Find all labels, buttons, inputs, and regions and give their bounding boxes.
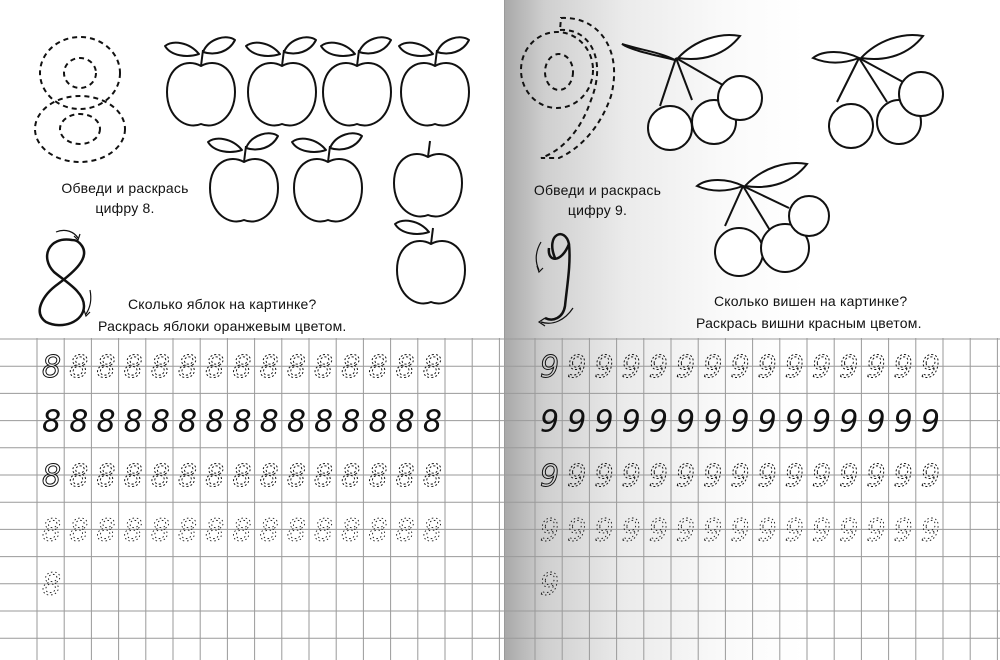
trace-digit: 8	[69, 350, 89, 386]
apple-icon	[165, 37, 235, 125]
trace-digit: 8	[150, 458, 170, 494]
trace-digit: 9	[784, 350, 804, 386]
right-page	[505, 0, 1000, 660]
trace-digit: 8	[69, 513, 89, 549]
trace-digit: 9	[839, 350, 859, 386]
trace-digit: 8	[286, 513, 306, 549]
apple-icon	[292, 133, 362, 221]
trace-digit: 9	[540, 567, 560, 603]
trace-digit: 9	[703, 350, 723, 386]
trace-digit: 8	[422, 404, 442, 440]
trace-digit: 9	[893, 513, 913, 549]
trace-digit: 9	[676, 513, 696, 549]
question-text: Сколько вишен на картинке?	[714, 293, 908, 309]
trace-digit: 9	[784, 513, 804, 549]
trace-digit: 8	[422, 350, 442, 386]
trace-digit: 8	[286, 458, 306, 494]
trace-digit: 8	[69, 404, 89, 440]
trace-digit: 9	[567, 513, 587, 549]
trace-digit: 9	[839, 404, 859, 440]
trace-digit: 9	[648, 513, 668, 549]
trace-digit: 8	[341, 350, 361, 386]
trace-digit: 8	[259, 513, 279, 549]
apple-icon	[399, 37, 469, 125]
trace-digit: 9	[540, 513, 560, 549]
trace-digit: 8	[395, 513, 415, 549]
trace-digit: 9	[567, 350, 587, 386]
trace-digit: 9	[703, 513, 723, 549]
instruction-text	[30, 178, 220, 218]
trace-digit: 8	[422, 458, 442, 494]
trace-digit: 9	[676, 404, 696, 440]
trace-digit: 8	[42, 404, 62, 440]
right-illustration	[505, 0, 1000, 338]
trace-digit: 9	[594, 350, 614, 386]
trace-digit: 9	[839, 513, 859, 549]
trace-digit: 9	[730, 404, 750, 440]
trace-digit: 8	[259, 404, 279, 440]
trace-digit: 9	[567, 458, 587, 494]
trace-digit: 9	[920, 350, 940, 386]
instruction-line: цифру 8.	[95, 200, 155, 216]
trace-digit: 8	[42, 513, 62, 549]
apple-icon	[246, 37, 316, 125]
apple-icon	[395, 221, 465, 304]
trace-digit: 8	[42, 350, 62, 386]
trace-digit: 9	[784, 458, 804, 494]
trace-digit: 9	[621, 513, 641, 549]
trace-digit: 8	[232, 350, 252, 386]
cherries	[622, 35, 943, 276]
trace-digit: 9	[866, 404, 886, 440]
trace-digit: 9	[621, 458, 641, 494]
trace-digit: 9	[648, 458, 668, 494]
instruction-line: цифру 9.	[567, 202, 628, 218]
cherry-icon	[622, 35, 762, 150]
trace-digit: 8	[150, 513, 170, 549]
trace-digit: 8	[69, 458, 89, 494]
trace-digit: 9	[893, 458, 913, 494]
trace-digit: 9	[621, 350, 641, 386]
cherry-icon	[813, 35, 943, 148]
trace-digit: 8	[150, 404, 170, 440]
trace-digit: 9	[920, 513, 940, 549]
trace-digit: 8	[341, 513, 361, 549]
trace-digit: 8	[368, 458, 388, 494]
handwriting-grid	[0, 338, 505, 660]
question-text: Сколько яблок на картинке?	[128, 296, 317, 312]
trace-digit: 8	[123, 513, 143, 549]
trace-digit: 8	[395, 350, 415, 386]
trace-digit: 9	[757, 513, 777, 549]
trace-digit: 9	[757, 350, 777, 386]
trace-digit: 9	[920, 404, 940, 440]
trace-digit: 8	[341, 404, 361, 440]
trace-digit: 8	[341, 458, 361, 494]
trace-digit: 8	[232, 458, 252, 494]
trace-digit: 8	[232, 404, 252, 440]
trace-digit: 9	[594, 404, 614, 440]
trace-digit: 9	[730, 513, 750, 549]
stroke-order-8-icon	[40, 240, 84, 326]
trace-digit: 8	[395, 404, 415, 440]
trace-digit: 8	[150, 350, 170, 386]
trace-digit: 8	[96, 404, 116, 440]
trace-digit: 8	[178, 513, 198, 549]
trace-digit: 9	[757, 458, 777, 494]
trace-digit: 9	[676, 458, 696, 494]
trace-digit: 8	[42, 458, 62, 494]
stroke-order-9-icon	[545, 234, 570, 319]
trace-digit: 8	[96, 350, 116, 386]
trace-digit: 9	[703, 404, 723, 440]
task-text: Раскрась вишни красным цветом.	[696, 315, 922, 331]
trace-digit: 9	[648, 350, 668, 386]
trace-digit: 9	[812, 513, 832, 549]
instruction-line: Обведи и раскрась	[533, 182, 662, 198]
trace-digit: 8	[96, 513, 116, 549]
trace-digit: 8	[123, 458, 143, 494]
trace-digit: 8	[96, 458, 116, 494]
trace-digit: 8	[205, 404, 225, 440]
trace-digit: 8	[205, 350, 225, 386]
trace-digit: 8	[286, 350, 306, 386]
trace-digit: 8	[422, 513, 442, 549]
trace-digit: 8	[395, 458, 415, 494]
trace-digit: 8	[123, 350, 143, 386]
trace-digit: 9	[839, 458, 859, 494]
trace-digit: 9	[540, 350, 560, 386]
big-dotted-digit-9	[521, 18, 614, 158]
trace-digit: 8	[368, 350, 388, 386]
cherry-icon	[697, 163, 829, 276]
trace-digit: 8	[178, 458, 198, 494]
trace-digit: 8	[178, 404, 198, 440]
trace-digit: 9	[920, 458, 940, 494]
trace-digit: 9	[594, 458, 614, 494]
trace-digit: 9	[893, 404, 913, 440]
trace-digit: 9	[621, 404, 641, 440]
trace-digit: 9	[540, 458, 560, 494]
trace-digit: 9	[784, 404, 804, 440]
stroke-arrow-icon	[56, 230, 91, 316]
apples	[165, 37, 469, 303]
trace-digit: 9	[594, 513, 614, 549]
trace-digit: 9	[540, 404, 560, 440]
apple-icon	[394, 141, 462, 217]
task-text: Раскрась яблоки оранжевым цветом.	[98, 318, 347, 334]
trace-digit: 9	[703, 458, 723, 494]
trace-digit: 8	[42, 567, 62, 603]
big-dotted-digit-8	[35, 37, 125, 162]
trace-digit: 8	[286, 404, 306, 440]
trace-digit: 9	[812, 350, 832, 386]
trace-digit: 8	[368, 404, 388, 440]
trace-digit: 8	[205, 513, 225, 549]
left-illustration	[0, 0, 505, 338]
trace-digit: 8	[123, 404, 143, 440]
trace-digit: 9	[866, 350, 886, 386]
trace-digit: 8	[314, 404, 334, 440]
instruction-line: Обведи и раскрась	[61, 180, 189, 196]
trace-digit: 8	[314, 350, 334, 386]
trace-digit: 9	[730, 350, 750, 386]
trace-digit: 8	[314, 513, 334, 549]
instruction-text	[515, 180, 680, 220]
trace-digit: 9	[567, 404, 587, 440]
trace-digit: 9	[893, 350, 913, 386]
trace-digit: 9	[812, 404, 832, 440]
trace-digit: 9	[866, 458, 886, 494]
trace-digit: 8	[259, 350, 279, 386]
trace-digit: 8	[178, 350, 198, 386]
trace-digit: 9	[757, 404, 777, 440]
trace-digit: 8	[368, 513, 388, 549]
page-spine	[504, 0, 505, 660]
apple-icon	[321, 37, 391, 125]
trace-digit: 8	[259, 458, 279, 494]
trace-digit: 9	[812, 458, 832, 494]
trace-digit: 9	[676, 350, 696, 386]
trace-digit: 8	[205, 458, 225, 494]
handwriting-grid	[505, 338, 1000, 660]
trace-digit: 9	[730, 458, 750, 494]
trace-digit: 8	[314, 458, 334, 494]
trace-digit: 8	[232, 513, 252, 549]
trace-digit: 9	[648, 404, 668, 440]
trace-digit: 9	[866, 513, 886, 549]
